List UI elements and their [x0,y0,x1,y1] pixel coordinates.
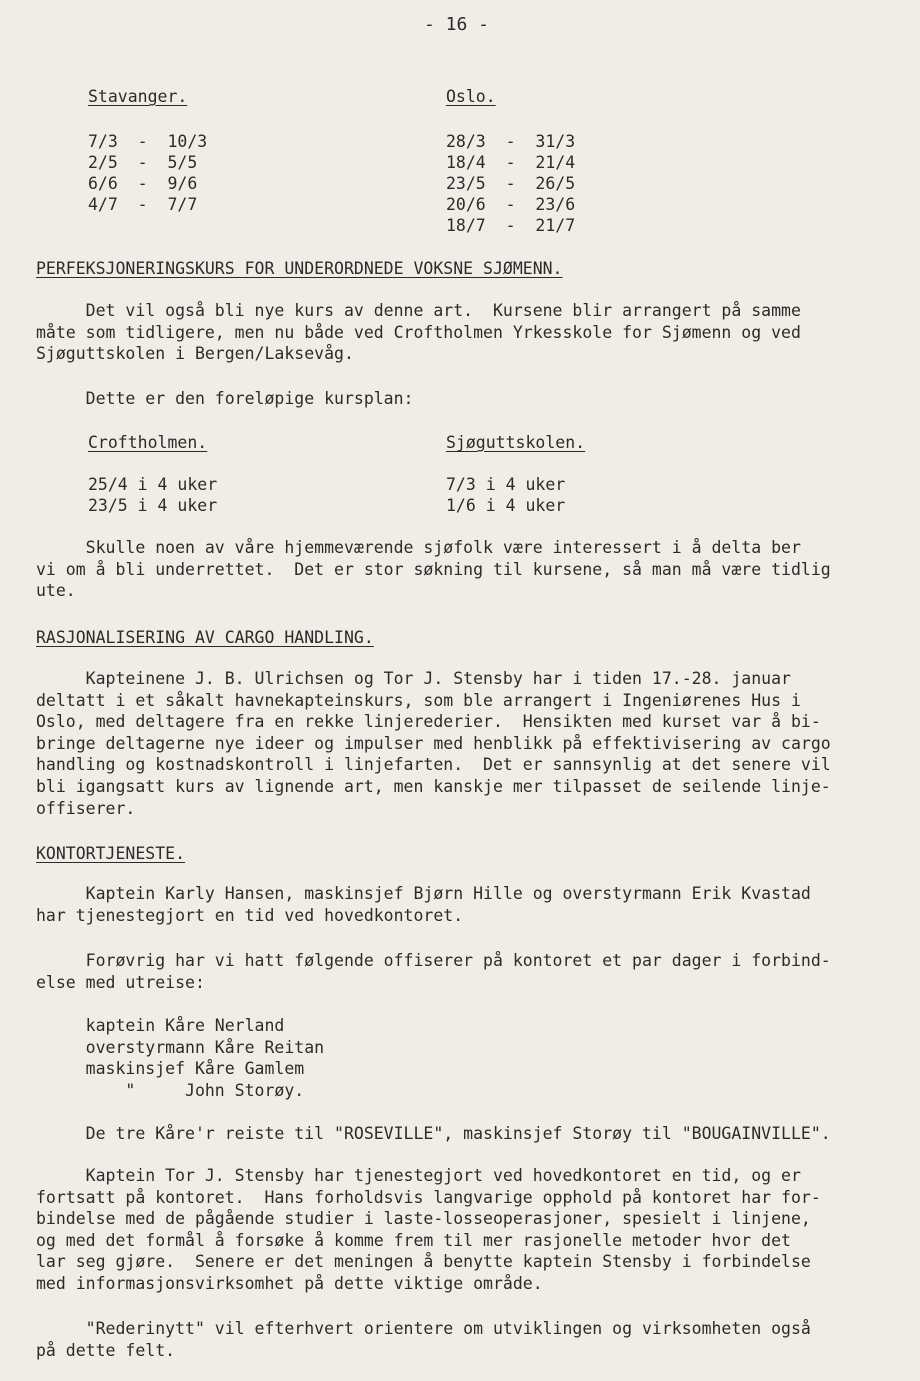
page-number: - 16 - [424,14,490,35]
section2-paragraph [36,668,906,819]
text-line: bli igangsatt kurs av lignende art, men kanskje mer tilpasset de seilende linje- [36,776,831,796]
text-line: på dette felt. [36,1340,176,1360]
text-line: bringe deltagerne nye ideer og impulser med henblikk på effektivisering av cargo [36,733,831,753]
course-right-row: 7/3 i 4 uker [446,475,566,494]
schedule-right-row: 23/5 - 26/5 [446,174,576,193]
text-line: Kaptein Tor J. Stensby har tjenestegjort ved hovedkontoret en tid, og er [36,1166,801,1185]
section-heading-kontortjeneste: KONTORTJENESTE. [36,844,186,863]
list-item: kaptein Kåre Nerland [36,1016,285,1035]
section-heading-perfeksjonering: PERFEKSJONERINGSKURS FOR UNDERORDNEDE VOKSNE SJØMENN. [36,259,563,278]
text-line: Kapteinene J. B. Ulrichsen og Tor J. Stensby har i tiden 17.-28. januar [36,669,791,688]
section1-paragraph-3 [36,537,906,602]
text-line: Dette er den foreløpige kursplan: [36,389,414,408]
schedule-left-row: 2/5 - 5/5 [88,153,198,172]
schedule-right-row: 28/3 - 31/3 [446,132,576,151]
section3-paragraph-2 [36,950,906,993]
section3-paragraph-3 [36,1123,906,1145]
schedule-right-row: 20/6 - 23/6 [446,195,576,214]
course-right-heading: Sjøguttskolen. [446,433,586,452]
schedule-right-heading: Oslo. [446,87,496,106]
officer-list [36,1015,906,1101]
section-heading-rasjonalisering: RASJONALISERING AV CARGO HANDLING. [36,628,374,647]
course-left-row: 25/4 i 4 uker [88,475,218,494]
text-line: fortsatt på kontoret. Hans forholdsvis langvarige opphold på kontoret har for- [36,1187,821,1207]
text-line: har tjenestegjort en tid ved hovedkontoret. [36,905,464,925]
section3-paragraph-5 [36,1318,906,1361]
text-line: offiserer. [36,798,136,818]
text-line: Sjøguttskolen i Bergen/Laksevåg. [36,344,354,364]
text-line: lar seg gjøre. Senere er det meningen å benytte kaptein Stensby i forbindelse [36,1252,811,1272]
text-line: De tre Kåre'r reiste til "ROSEVILLE", maskinsjef Storøy til "BOUGAINVILLE". [36,1124,831,1143]
list-item: overstyrmann Kåre Reitan [36,1037,325,1057]
section1-paragraph-2 [36,388,906,410]
text-line: else med utreise: [36,972,205,992]
course-left-column [88,432,217,516]
text-line: "Rederinytt" vil efterhvert orientere om utviklingen og virksomheten også [36,1319,811,1338]
course-left-row: 23/5 i 4 uker [88,496,218,515]
text-line: Kaptein Karly Hansen, maskinsjef Bjørn Hille og overstyrmann Erik Kvastad [36,884,811,903]
text-line: ute. [36,581,76,601]
text-line: Forøvrig har vi hatt følgende offiserer på kontoret et par dager i forbind- [36,951,831,970]
list-item: " John Storøy. [36,1080,305,1100]
schedule-right-row: 18/7 - 21/7 [446,216,576,235]
section3-paragraph-1 [36,883,906,926]
course-left-heading: Croftholmen. [88,433,208,452]
text-line: Skulle noen av våre hjemmeværende sjøfolk være interessert i å delta ber [36,538,801,557]
schedule-right-row: 18/4 - 21/4 [446,153,576,172]
schedule-left-row: 6/6 - 9/6 [88,174,198,193]
text-line: måte som tidligere, men nu både ved Croftholmen Yrkesskole for Sjømenn og ved [36,322,801,342]
course-right-row: 1/6 i 4 uker [446,496,566,515]
section1-paragraph-1 [36,300,906,365]
text-line: med informasjonsvirksomhet på dette viktige område. [36,1273,543,1293]
section3-paragraph-4 [36,1165,906,1295]
text-line: handling og kostnadskontroll i linjefarten. Det er sannsynlig at det senere vil [36,755,831,775]
text-line: Oslo, med deltagere fra en rekke linjerederier. Hensikten med kurset var å bi- [36,712,821,732]
schedule-right-column [446,86,575,236]
schedule-left-row: 7/3 - 10/3 [88,132,208,151]
list-item: maskinsjef Kåre Gamlem [36,1059,305,1079]
text-line: og med det formål å forsøke å komme frem til mer rasjonelle metoder hvor det [36,1230,791,1250]
schedule-left-row: 4/7 - 7/7 [88,195,198,214]
schedule-left-heading: Stavanger. [88,87,188,106]
course-right-column [446,432,585,516]
text-line: bindelse med de pågående studier i laste-losseoperasjoner, spesielt i linjene, [36,1209,811,1229]
text-line: Det vil også bli nye kurs av denne art. Kursene blir arrangert på samme [36,301,801,320]
text-line: deltatt i et såkalt havnekapteinskurs, som ble arrangert i Ingeniørenes Hus i [36,690,801,710]
text-line: vi om å bli underrettet. Det er stor søkning til kursene, så man må være tidlig [36,559,831,579]
schedule-left-column [88,86,207,215]
